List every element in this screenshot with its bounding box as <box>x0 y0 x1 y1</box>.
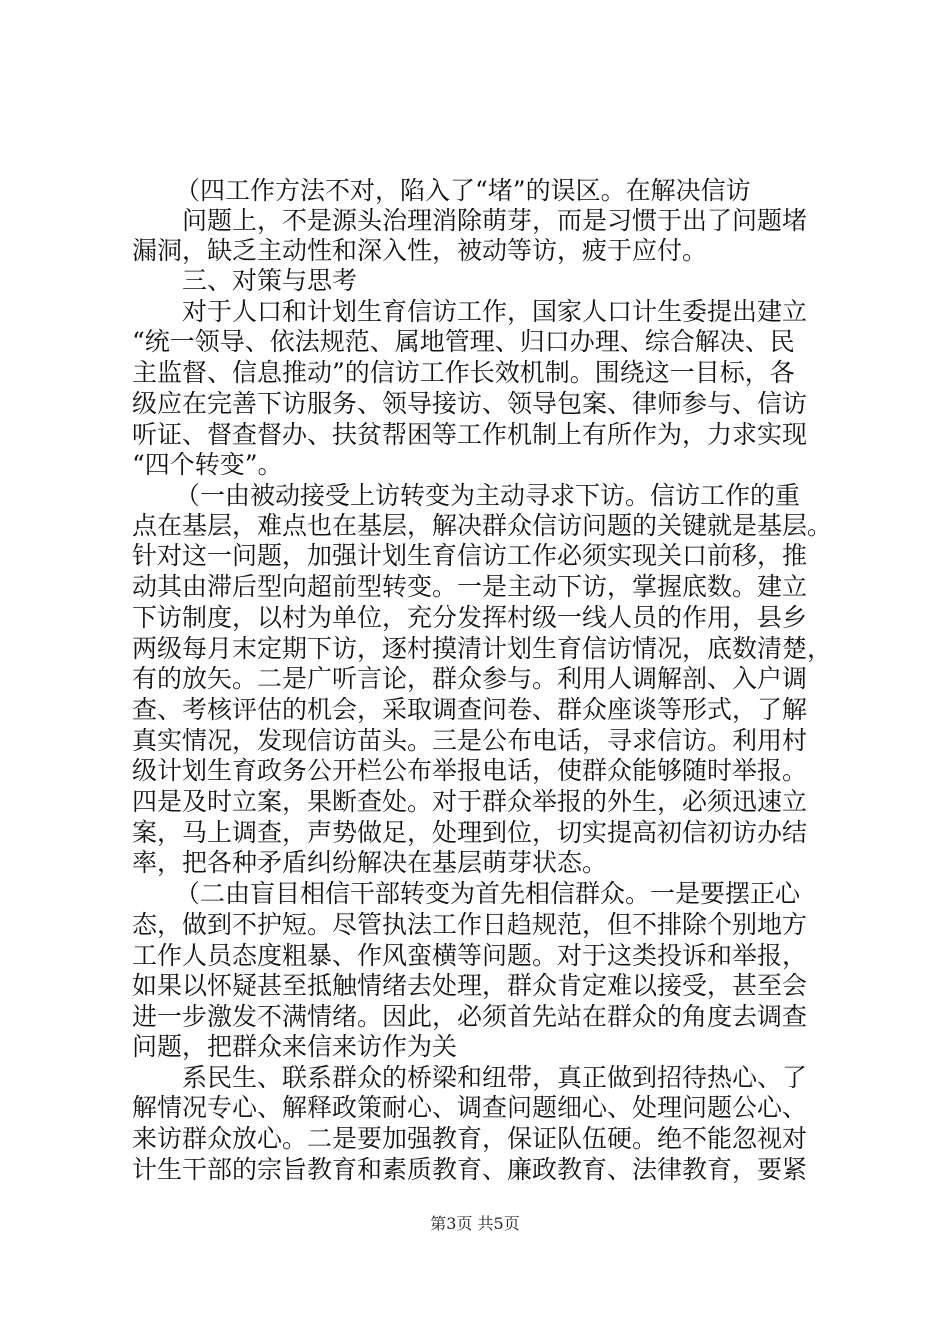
text-line: 案，马上调查，声势做足，处理到位，切实提高初信初访办结 <box>132 818 808 847</box>
text-line: 真实情况，发现信访苗头。三是公布电话，寻求信访。利用村 <box>132 726 808 755</box>
text-line: 来访群众放心。二是要加强教育，保证队伍硬。绝不能忽视对 <box>132 1124 808 1153</box>
text-line: 查、考核评估的机会，采取调查问卷、群众座谈等形式，了解 <box>132 695 808 724</box>
text-line: （二由盲目相信干部转变为首先相信群众。一是要摆正心 <box>175 879 801 908</box>
text-line: （一由被动接受上访转变为主动寻求下访。信访工作的重 <box>175 481 801 510</box>
text-line: 级应在完善下访服务、领导接访、领导包案、律师参与、信访 <box>132 389 808 418</box>
text-line: 问题上，不是源头治理消除萌芽，而是习惯于出了问题堵 <box>182 206 808 235</box>
text-line: 工作人员态度粗暴、作风蛮横等问题。对于这类投诉和举报， <box>132 941 808 970</box>
text-line: 对于人口和计划生育信访工作，国家人口计生委提出建立 <box>182 297 808 326</box>
text-line: 点在基层，难点也在基层，解决群众信访问题的关键就是基层。 <box>132 511 833 540</box>
text-line: 动其由滞后型向超前型转变。一是主动下访，掌握底数。建立 <box>132 572 808 601</box>
text-line: 漏洞，缺乏主动性和深入性，被动等访，疲于应付。 <box>132 236 708 265</box>
text-line: 两级每月末定期下访，逐村摸清计划生育信访情况，底数清楚， <box>132 634 833 663</box>
text-line: 针对这一问题，加强计划生育信访工作必须实现关口前移，推 <box>132 541 808 570</box>
text-line: 四是及时立案，果断查处。对于群众举报的外生，必须迅速立 <box>132 787 808 816</box>
text-line: “四个转变”。 <box>132 450 283 479</box>
text-line: 主监督、信息推动”的信访工作长效机制。围绕这一目标，各 <box>132 358 795 387</box>
text-line: 问题，把群众来信来访作为关 <box>132 1032 458 1061</box>
text-line: 率，把各种矛盾纠纷解决在基层萌芽状态。 <box>132 848 608 877</box>
text-line: 如果以怀疑甚至抵触情绪去处理，群众肯定难以接受，甚至会 <box>132 971 808 1000</box>
text-line: “统一领导、依法规范、属地管理、归口办理、综合解决、民 <box>132 327 795 356</box>
text-line: 系民生、联系群众的桥梁和纽带，真正做到招待热心、了 <box>182 1063 808 1092</box>
text-line: 听证、督查督办、扶贫帮困等工作机制上有所作为，力求实现 <box>132 420 808 449</box>
text-line: 态，做到不护短。尽管执法工作日趋规范，但不排除个别地方 <box>132 910 808 939</box>
text-line: 下访制度，以村为单位，充分发挥村级一线人员的作用，县乡 <box>132 603 808 632</box>
text-line: 进一步激发不满情绪。因此，必须首先站在群众的角度去调查 <box>132 1002 808 1031</box>
text-line: 级计划生育政务公开栏公布举报电话，使群众能够随时举报。 <box>132 756 808 785</box>
section-heading: 三、对策与思考 <box>182 266 358 295</box>
page-number-footer: 第3页 共5页 <box>430 1214 520 1233</box>
text-line: 有的放矢。二是广听言论，群众参与。利用人调解剖、入户调 <box>132 664 808 693</box>
text-line: 计生干部的宗旨教育和素质教育、廉政教育、法律教育，要紧 <box>132 1155 808 1184</box>
text-line: 解情况专心、解释政策耐心、调查问题细心、处理问题公心、 <box>132 1093 808 1122</box>
text-line: （四工作方法不对，陷入了“堵”的误区。在解决信访 <box>175 176 751 205</box>
